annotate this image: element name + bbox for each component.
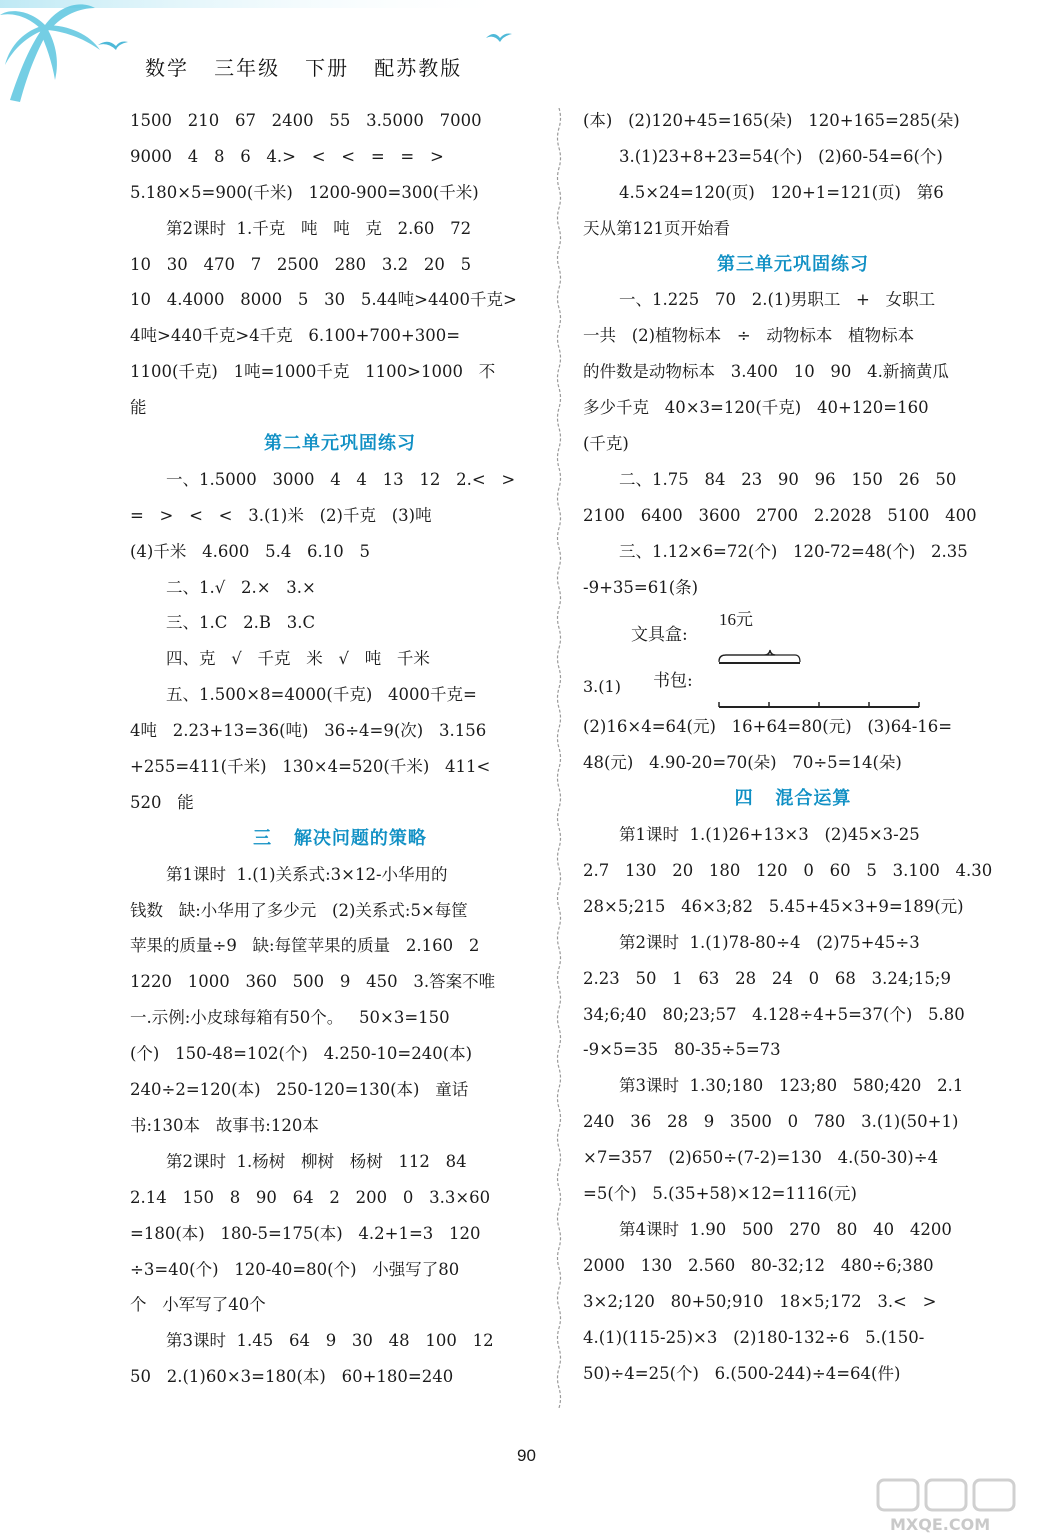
answer-line: 3×2;120 80+50;910 18×5;172 3.< > [583, 1291, 937, 1311]
answer-line: 240 36 28 9 3500 0 780 3.(1)(50+1) [583, 1112, 959, 1132]
answer-line: 9000 4 8 6 4.> < < = = > [130, 146, 444, 166]
answer-line: 一.示例:小皮球每箱有50个。 50×3=150 [130, 1008, 450, 1028]
answer-line: 第4课时 1.90 500 270 80 40 4200 [619, 1219, 952, 1239]
watermark-logo [870, 1478, 1050, 1534]
answer-line: 1220 1000 360 500 9 450 3.答案不唯 [130, 972, 496, 992]
answer-line: 五、1.500×8=4000(千克) 4000千克= [166, 685, 477, 705]
answer-line: 能 [130, 398, 147, 418]
watermark-text: MXQE.COM [890, 1515, 991, 1534]
answer-line: (千克) [583, 434, 629, 454]
answer-line: 5.180×5=900(千米) 1200-900=300(千米) [130, 182, 479, 202]
right-column [583, 103, 1003, 1391]
answer-line: 第2课时 1.杨树 柳树 杨树 112 84 [166, 1151, 467, 1171]
answer-line: 50)÷4=25(个) 6.(500-244)÷4=64(件) [583, 1363, 901, 1383]
answer-line: +255=411(千米) 130×4=520(千米) 411< [130, 757, 491, 777]
answer-line: =180(本) 180-5=175(本) 4.2+1=3 120 [130, 1223, 481, 1243]
left-column [130, 103, 550, 1395]
answer-line: 4.5×24=120(页) 120+1=121(页) 第6 [619, 182, 944, 202]
answer-line: 2000 130 2.560 80-32;12 480÷6;380 [583, 1255, 934, 1275]
answer-line: ×7=357 (2)650÷(7-2)=130 4.(50-30)÷4 [583, 1148, 939, 1168]
page-number: 90 [517, 1446, 536, 1465]
answer-line: =5(个) 5.(35+58)×12=1116(元) [583, 1184, 857, 1204]
answer-line: 三、1.C 2.B 3.C [166, 613, 316, 633]
answer-line: 钱数 缺:小华用了多少元 (2)关系式:5×每筐 [130, 900, 468, 920]
answer-line: 2.23 50 1 63 28 24 0 68 3.24;15;9 [583, 968, 951, 988]
header-title: 数学 三年级 下册 配苏教版 [145, 56, 463, 80]
answer-line: 2.7 130 20 180 120 0 60 5 3.100 4.30 [583, 861, 993, 881]
answer-line: 三、1.12×6=72(个) 120-72=48(个) 2.35 [619, 541, 968, 561]
answer-line: 第2课时 1.千克 吨 吨 克 2.60 72 [166, 218, 472, 238]
answer-line: (本) (2)120+45=165(朵) 120+165=285(朵) [583, 111, 960, 130]
answer-line: 苹果的质量÷9 缺:每筐苹果的质量 2.160 2 [130, 936, 480, 956]
answer-line: 4吨>440千克>4千克 6.100+700+300= [130, 326, 461, 346]
answer-line: (4)千米 4.600 5.4 6.10 5 [130, 541, 371, 561]
answer-line: 一共 (2)植物标本 ÷ 动物标本 植物标本 [583, 326, 915, 346]
schoolbag-label: 书包: [653, 671, 693, 692]
segment-drawing [583, 605, 1003, 709]
answer-line: 多少千克 40×3=120(千克) 40+120=160 [583, 398, 929, 418]
question-number: 3.(1) [583, 677, 621, 697]
answer-line: 第3课时 1.45 64 9 30 48 100 12 [166, 1331, 494, 1351]
answer-line: 一、1.225 70 2.(1)男职工 + 女职工 [619, 290, 936, 310]
answer-line: 2.14 150 8 90 64 2 200 0 3.3×60 [130, 1187, 491, 1207]
answer-line: ÷3=40(个) 120-40=80(个) 小强写了80 [130, 1259, 460, 1279]
answer-line: 48(元) 4.90-20=70(朵) 70÷5=14(朵) [583, 753, 902, 773]
answer-line: 4吨 2.23+13=36(吨) 36÷4=9(次) 3.156 [130, 721, 487, 741]
answer-line: 个 小军写了40个 [130, 1295, 266, 1315]
answer-line: 240÷2=120(本) 250-120=130(本) 童话 [130, 1080, 469, 1100]
answer-line: 2100 6400 3600 2700 2.2028 5100 400 [583, 505, 977, 525]
bird-icon [486, 34, 512, 43]
answer-line: 二、1.√ 2.× 3.× [166, 577, 316, 597]
palm-tree-icon [0, 4, 100, 102]
section-heading: 第二单元巩固练习 [264, 433, 416, 455]
answer-line: 50 2.(1)60×3=180(本) 60+180=240 [130, 1367, 454, 1387]
answer-line: 二、1.75 84 23 90 96 150 26 50 [619, 469, 957, 489]
answer-line: 的件数是动物标本 3.400 10 90 4.新摘黄瓜 [583, 362, 949, 382]
answer-line: (个) 150-48=102(个) 4.250-10=240(本) [130, 1044, 473, 1064]
section-heading: 三 解决问题的策略 [253, 827, 427, 849]
answer-line: 四、克 √ 千克 米 √ 吨 千米 [166, 649, 430, 669]
bird-icon [98, 42, 128, 51]
answer-line: 天从第121页开始看 [583, 218, 730, 238]
answer-line: 第1课时 1.(1)关系式:3×12-小华用的 [166, 864, 448, 884]
answer-line: = > < < 3.(1)米 (2)千克 (3)吨 [130, 505, 432, 525]
answer-line: 1100(千克) 1吨=1000千克 1100>1000 不 [130, 362, 496, 382]
answer-line: 34;6;40 80;23;57 4.128÷4+5=37(个) 5.80 [583, 1004, 965, 1024]
answer-line: 书:130本 故事书:120本 [130, 1115, 319, 1135]
answer-line: 一、1.5000 3000 4 4 13 12 2.< > [166, 469, 516, 489]
pencil-box-label: 文具盒: [631, 625, 688, 646]
answer-line: 第2课时 1.(1)78-80÷4 (2)75+45÷3 [619, 932, 920, 952]
answer-line: 3.(1)23+8+23=54(个) (2)60-54=6(个) [619, 146, 943, 166]
pencil-box-brace [719, 651, 775, 661]
answer-line: 520 能 [130, 792, 194, 812]
answer-line: 第1课时 1.(1)26+13×3 (2)45×3-25 [619, 825, 920, 845]
answer-line: -9×5=35 80-35÷5=73 [583, 1040, 781, 1060]
answer-line: -9+35=61(条) [583, 577, 699, 597]
column-divider [556, 108, 562, 1408]
answer-line: (2)16×4=64(元) 16+64=80(元) (3)64-16= [583, 717, 953, 737]
answer-line: 4.(1)(115-25)×3 (2)180-132÷6 5.(150- [583, 1327, 925, 1347]
answer-line: 28×5;215 46×3;82 5.45+45×3+9=189(元) [583, 896, 964, 916]
answer-line: 10 4.4000 8000 5 30 5.44吨>4400千克> [130, 290, 517, 310]
section-heading: 第三单元巩固练习 [717, 253, 869, 275]
right-column-bottom [583, 709, 1003, 1391]
answer-line: 10 30 470 7 2500 280 3.2 20 5 [130, 254, 472, 274]
line-segment-diagram [583, 605, 1003, 709]
pencil-box-brace-full [719, 650, 800, 662]
section-heading: 四 混合运算 [734, 788, 852, 810]
answer-line: 第3课时 1.30;180 123;80 580;420 2.1 [619, 1076, 964, 1096]
right-column-top [583, 103, 1003, 605]
answer-line: 1500 210 67 2400 55 3.5000 7000 [130, 111, 482, 130]
price-label: 16元 [719, 610, 753, 630]
